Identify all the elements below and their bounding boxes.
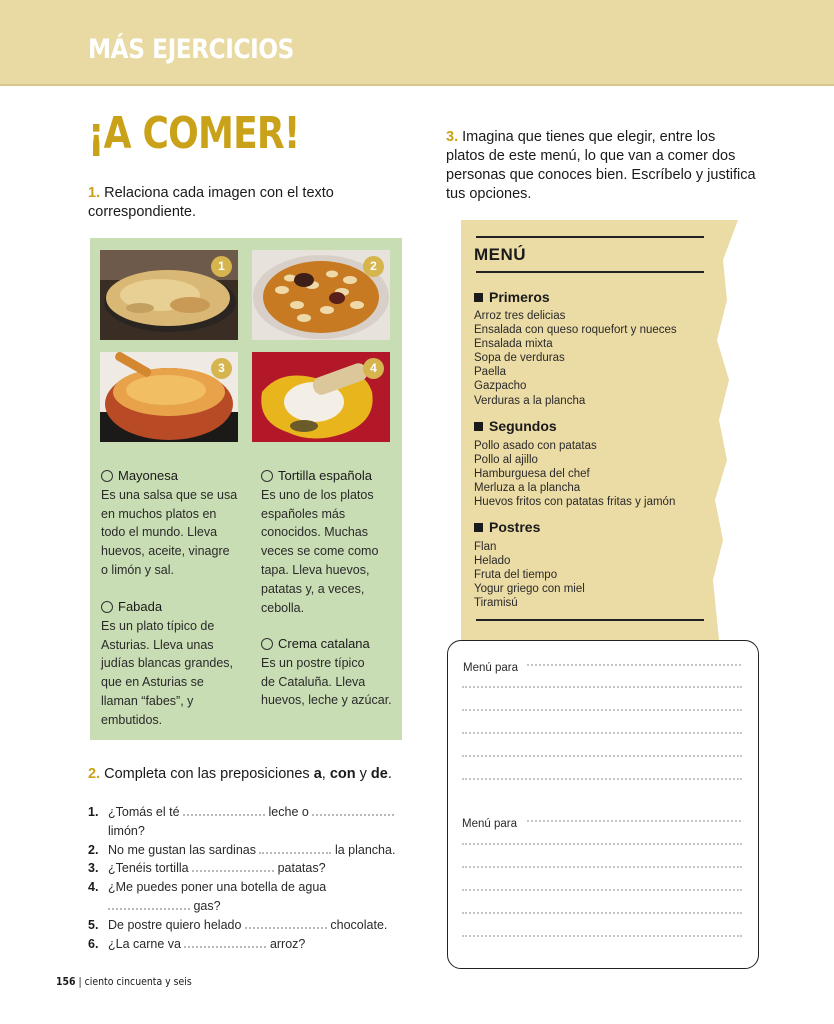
blank-field[interactable] xyxy=(108,898,190,910)
exercise-3-instruction xyxy=(446,128,776,204)
writing-line[interactable] xyxy=(462,732,742,734)
item-text: ¿Me puedes poner una botella de agua xyxy=(108,880,327,895)
definition-title: Tortilla española xyxy=(278,468,372,483)
item-number: 1. xyxy=(88,805,99,819)
separator: y xyxy=(355,766,371,782)
definition-title: Crema catalana xyxy=(278,636,370,651)
page-footer xyxy=(56,975,192,988)
menu-item: Fruta del tiempo xyxy=(474,569,558,582)
writing-line[interactable] xyxy=(462,686,742,688)
item-number: 3. xyxy=(88,861,99,876)
menu-item: Verduras a la plancha xyxy=(474,394,586,407)
exercise-2-list xyxy=(88,803,408,953)
footer-separator: | xyxy=(75,975,85,988)
item-text: patatas? xyxy=(277,861,326,876)
item-text: ¿La carne va xyxy=(108,936,181,951)
menu-item: Tiramisú xyxy=(474,597,518,610)
bullet-square-icon xyxy=(474,422,483,431)
definition-line: huevos, aceite, vinagre xyxy=(101,544,230,559)
preposition-a: a xyxy=(313,766,322,782)
menu-item: Gazpacho xyxy=(474,380,527,393)
list-item xyxy=(88,935,408,954)
answer-circle[interactable] xyxy=(261,638,273,650)
menu-item: Hamburguesa del chef xyxy=(474,468,590,481)
blank-field[interactable] xyxy=(183,804,265,816)
menu-item: Ensalada mixta xyxy=(474,338,553,351)
exercise-3-number: 3. xyxy=(446,129,459,145)
exercise-3-line: personas que conoces bien. Escríbelo y justifica xyxy=(446,167,756,183)
definition-line: tapa. Lleva huevos, xyxy=(261,562,370,577)
item-text: arroz? xyxy=(269,936,306,951)
writing-line[interactable] xyxy=(462,843,742,845)
separator: , xyxy=(321,766,330,782)
writing-line[interactable] xyxy=(462,709,742,711)
definition-mayonesa xyxy=(101,467,251,580)
definition-line: llaman “fabes”, y xyxy=(101,693,194,708)
photo-tortilla xyxy=(100,250,238,340)
blank-field[interactable] xyxy=(245,917,327,929)
menu-section-postres xyxy=(474,519,540,535)
menu-section-segundos xyxy=(474,418,557,434)
definition-crema-catalana xyxy=(261,635,401,710)
item-number: 5. xyxy=(88,917,99,932)
separator: . xyxy=(387,766,392,782)
exercise-1-instruction xyxy=(88,184,408,222)
item-text: chocolate. xyxy=(330,917,388,932)
exercise-2-instruction xyxy=(88,765,418,784)
item-text: ¿Tomás el té xyxy=(108,805,180,819)
writing-line[interactable] xyxy=(462,778,742,780)
menu-section-primeros xyxy=(474,289,550,305)
menu-item: Paella xyxy=(474,366,506,379)
preposition-de: de xyxy=(370,766,388,782)
writing-line[interactable] xyxy=(527,820,741,822)
definition-line: que en Asturias se xyxy=(101,675,204,690)
menu-item: Pollo asado con patatas xyxy=(474,440,597,452)
exercise-3-line: platos de este menú, lo que van a comer dos xyxy=(446,148,736,164)
menu-item: Flan xyxy=(474,541,497,553)
badge-1: 1 xyxy=(211,256,232,277)
answer-box xyxy=(447,640,759,969)
item-text: ¿Tenéis tortilla xyxy=(108,861,189,876)
badge-4: 4 xyxy=(363,358,384,379)
bullet-square-icon xyxy=(474,523,483,532)
item-text: De postre quiero helado xyxy=(108,917,242,932)
photo-mayonesa xyxy=(252,352,390,442)
blank-field[interactable] xyxy=(259,842,331,854)
menu-item: Ensalada con queso roquefort y nueces xyxy=(474,324,677,337)
writing-line[interactable] xyxy=(462,889,742,891)
definition-title: Mayonesa xyxy=(118,468,178,483)
preposition-con: con xyxy=(329,766,356,782)
definition-title: Fabada xyxy=(118,599,163,614)
menu-item: Merluza a la plancha xyxy=(474,482,581,495)
definition-line: conocidos. Muchas xyxy=(261,525,369,540)
menu-item: Pollo al ajillo xyxy=(474,454,538,467)
definition-line: Es un postre típico xyxy=(261,655,365,670)
menu-items-segundos xyxy=(474,439,675,509)
exercise-3-line: tus opciones. xyxy=(446,186,532,202)
definition-line: judías blancas grandes, xyxy=(101,656,234,671)
definition-line: huevos, leche y azúcar. xyxy=(261,693,392,708)
definition-fabada xyxy=(101,598,251,730)
list-item xyxy=(88,878,408,916)
menu-item: Sopa de verduras xyxy=(474,352,565,365)
answer-circle[interactable] xyxy=(101,601,113,613)
definition-line: veces se come como xyxy=(261,544,379,559)
page-title: ¡A COMER! xyxy=(88,108,300,159)
definition-tortilla xyxy=(261,467,401,617)
definition-line: cebolla. xyxy=(261,600,305,615)
list-item xyxy=(88,916,408,935)
exercise-1-number: 1. xyxy=(88,185,101,201)
menu-bottom-rule xyxy=(476,619,704,621)
menu-title: MENÚ xyxy=(474,245,527,264)
definition-line: embutidos. xyxy=(101,712,163,727)
exercise-3-line: Imagina que tienes que elegir, entre los xyxy=(462,129,716,145)
menu-section-title: Primeros xyxy=(489,289,550,305)
page-number: 156 xyxy=(56,975,76,988)
exercise-1-text-2: correspondiente. xyxy=(88,204,197,220)
definition-line: en muchos platos en xyxy=(101,506,217,521)
item-text: leche o xyxy=(268,805,309,819)
menu-items-primeros xyxy=(474,309,677,408)
badge-3: 3 xyxy=(211,358,232,379)
menu-item: Arroz tres delicias xyxy=(474,310,566,322)
menu-title-rule xyxy=(476,271,704,273)
writing-line[interactable] xyxy=(462,866,742,868)
item-number: 6. xyxy=(88,936,99,951)
menu-top-rule xyxy=(476,236,704,238)
header-banner xyxy=(0,0,834,86)
menu-item: Helado xyxy=(474,555,511,568)
item-text: limón? xyxy=(108,823,145,838)
menu-item: Yogur griego con miel xyxy=(474,583,585,596)
blank-field[interactable] xyxy=(312,804,394,816)
item-text: No me gustan las sardinas xyxy=(108,842,256,857)
page-number-text: ciento cincuenta y seis xyxy=(84,975,192,988)
blank-field[interactable] xyxy=(192,860,274,872)
answer-label-1: Menú para xyxy=(463,662,518,674)
definition-line: patatas y, a veces, xyxy=(261,581,365,596)
photo-fabada xyxy=(252,250,390,340)
writing-line[interactable] xyxy=(462,912,742,914)
item-text: la plancha. xyxy=(334,842,396,857)
bullet-square-icon xyxy=(474,293,483,302)
exercise-2-number: 2. xyxy=(88,766,101,782)
definition-line: españoles más xyxy=(261,506,346,521)
item-number: 2. xyxy=(88,842,99,857)
answer-circle[interactable] xyxy=(261,470,273,482)
badge-2: 2 xyxy=(363,256,384,277)
photo-crema-catalana xyxy=(100,352,238,442)
writing-line[interactable] xyxy=(462,755,742,757)
menu-item: Huevos fritos con patatas fritas y jamón xyxy=(474,496,676,509)
blank-field[interactable] xyxy=(184,936,266,948)
definition-line: Es uno de los platos xyxy=(261,487,374,502)
banner-title: MÁS EJERCICIOS xyxy=(88,34,294,65)
answer-circle[interactable] xyxy=(101,470,113,482)
exercise-1-text: Relaciona cada imagen con el texto xyxy=(104,185,334,201)
definition-line: Es una salsa que se usa xyxy=(101,487,238,502)
menu-section-title: Postres xyxy=(489,519,541,535)
definition-line: Asturias. Lleva unas xyxy=(101,637,214,652)
list-item xyxy=(88,841,408,860)
exercise-2-text: Completa con las preposiciones xyxy=(104,766,314,782)
answer-label-2: Menú para xyxy=(462,818,517,830)
menu-items-postres xyxy=(474,540,585,610)
writing-line[interactable] xyxy=(527,664,741,666)
list-item xyxy=(88,803,408,841)
list-item xyxy=(88,859,408,878)
item-number: 4. xyxy=(88,880,99,895)
menu-section-title: Segundos xyxy=(489,418,557,434)
item-text: gas? xyxy=(193,898,221,913)
definition-line: o limón y sal. xyxy=(101,562,174,577)
writing-line[interactable] xyxy=(462,935,742,937)
definition-line: todo el mundo. Lleva xyxy=(101,525,218,540)
definition-line: Es un plato típico de xyxy=(101,618,215,633)
definition-line: de Cataluña. Lleva xyxy=(261,674,366,689)
